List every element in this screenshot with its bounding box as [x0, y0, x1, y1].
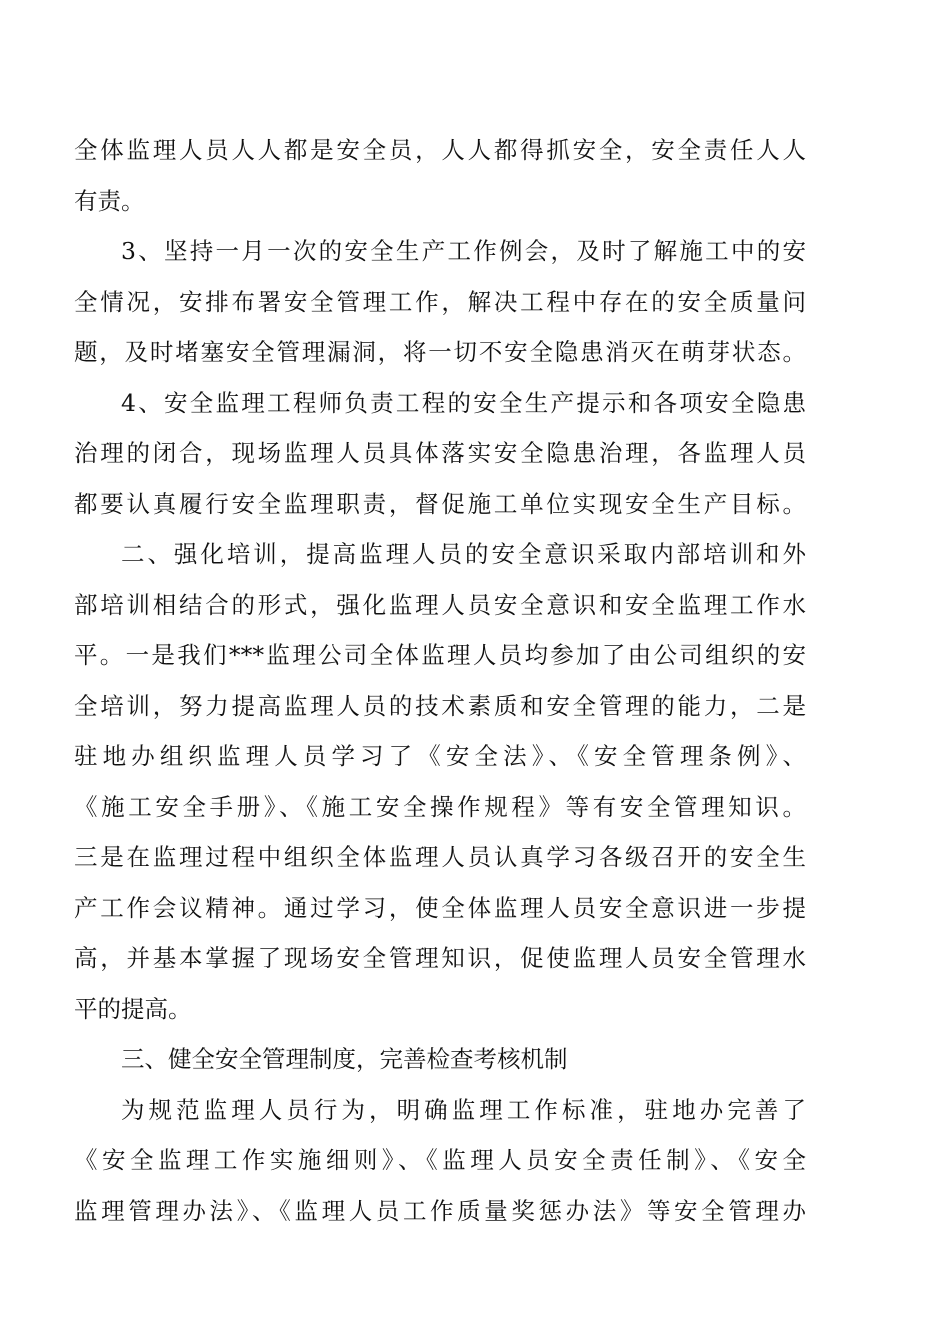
text-line: 为规范监理人员行为，明确监理工作标准，驻地办完善了 [121, 1095, 806, 1124]
text-line: 驻地办组织监理人员学习了《安全法》、《安全管理条例》、 [74, 742, 806, 770]
text-line: 《施工安全手册》、《施工安全操作规程》等有安全管理知识。 [74, 792, 806, 821]
body-text [74, 125, 806, 1236]
text-line: 《安全监理工作实施细则》、《监理人员安全责任制》、《安全 [74, 1146, 806, 1174]
text-line: 全情况，安排布署安全管理工作，解决工程中存在的安全质量问 [74, 287, 806, 316]
text-line: 题，及时堵塞安全管理漏洞，将一切不安全隐患消灭在萌芽状态。 [74, 338, 806, 366]
text-line: 部培训相结合的形式，强化监理人员安全意识和安全监理工作水 [74, 590, 806, 619]
text-line: 都要认真履行安全监理职责，督促施工单位实现安全生产目标。 [74, 489, 806, 518]
text-line: 治理的闭合，现场监理人员具体落实安全隐患治理，各监理人员 [74, 439, 806, 467]
text-line: 三、健全安全管理制度，完善检查考核机制 [121, 1045, 568, 1073]
text-line: 高，并基本掌握了现场安全管理知识，促使监理人员安全管理水 [74, 944, 806, 972]
text-line: 全培训，努力提高监理人员的技术素质和安全管理的能力，二是 [74, 691, 806, 720]
text-line: 平的提高。 [74, 994, 192, 1023]
text-line: 三是在监理过程中组织全体监理人员认真学习各级召开的安全生 [74, 843, 806, 871]
text-line: 全体监理人员人人都是安全员，人人都得抓安全，安全责任人人 [74, 136, 806, 164]
text-line: 监理管理办法》、《监理人员工作质量奖惩办法》等安全管理办 [74, 1196, 806, 1225]
text-line: 3、坚持一月一次的安全生产工作例会，及时了解施工中的安 [121, 237, 806, 265]
text-line: 4、安全监理工程师负责工程的安全生产提示和各项安全隐患 [121, 388, 806, 417]
text-line: 有责。 [74, 186, 145, 215]
text-line: 平。一是我们***监理公司全体监理人员均参加了由公司组织的安 [74, 641, 806, 669]
text-line: 产工作会议精神。通过学习，使全体监理人员安全意识进一步提 [74, 893, 806, 922]
text-line: 二、强化培训，提高监理人员的安全意识采取内部培训和外 [121, 540, 806, 568]
